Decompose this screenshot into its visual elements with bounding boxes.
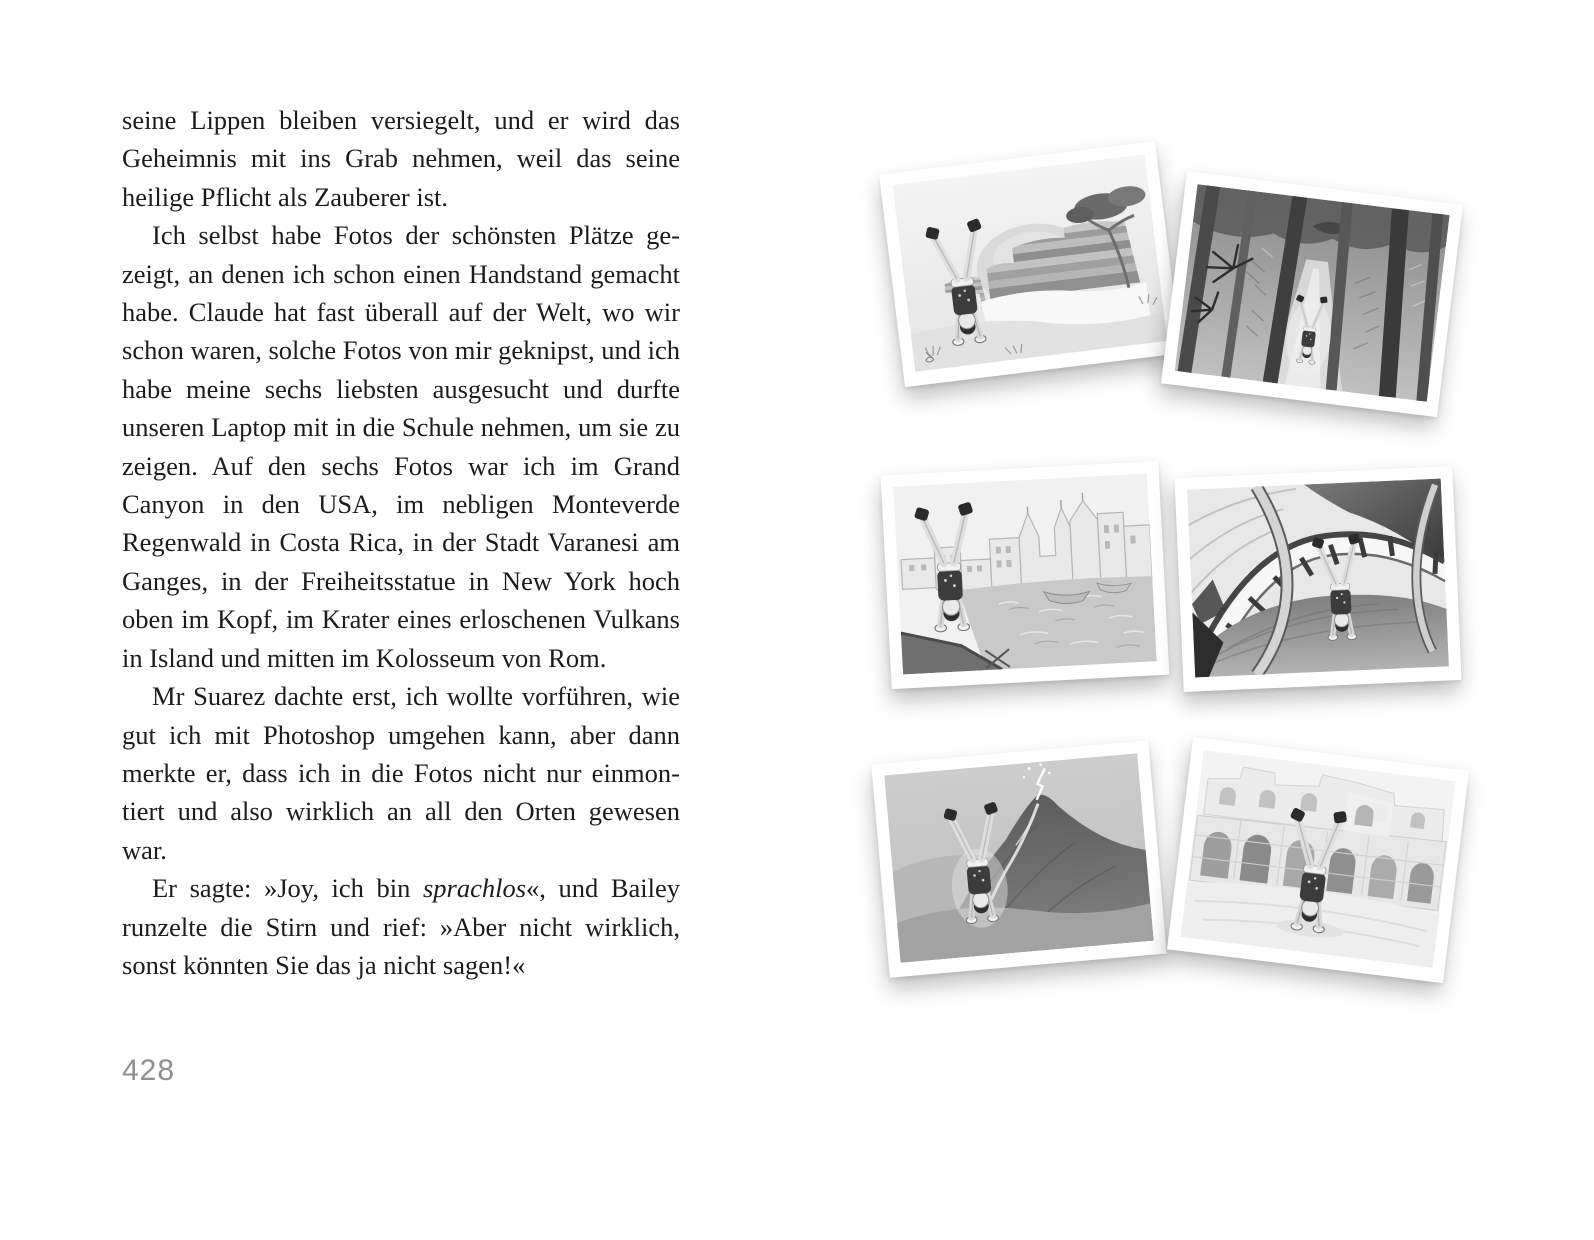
photo-grand-canyon <box>879 141 1181 387</box>
grand-canyon-illustration <box>892 154 1167 372</box>
photo-monteverde-rainforest <box>1161 171 1463 417</box>
emphasized-word: sprachlos <box>422 873 527 904</box>
photo-statue-of-liberty-crown <box>1174 466 1461 692</box>
photo-iceland-volcano <box>871 740 1167 977</box>
page-number: 428 <box>122 1054 176 1087</box>
varanasi-illustration <box>893 473 1156 674</box>
rainforest-illustration <box>1175 184 1450 402</box>
quote-text-after: «, und Bailey runzelte die Stirn und rief: »Aber nicht wirklich, sonst könnten Sie das ja nicht sagen!« <box>122 873 680 980</box>
paragraph-1: seine Lippen bleiben versiegelt, und er wird das Geheimnis mit ins Grab nehmen, weil das seine heilige Pflicht als Zauberer ist. <box>122 105 680 212</box>
paragraph-2: Ich selbst habe Fotos der schönsten Plätze gezeigt, an denen ich schon einen Handstand gemacht habe. Claude hat fast überall auf der Welt, wo wir schon waren, solche Fotos von mir geknipst, und ich habe meine sechs liebsten ausgesucht und durfte unseren Laptop mit in die Schule nehmen, um sie zu zeigen. Auf den sechs Fotos war ich im Grand Canyon in den USA, im nebligen Monteverde Regenwald in Costa Rica, in der Stadt Varanesi am Ganges, in der Freiheitsstatue in New York hoch oben im Kopf, im Krater eines erloschenen Vulkans in Island und mitten im Kolosseum von Rom. <box>122 220 680 673</box>
colosseum-illustration <box>1181 750 1456 968</box>
quote-text-before: Er sagte: »Joy, ich bin <box>152 873 423 904</box>
volcano-illustration <box>884 753 1153 962</box>
photo-varanasi-ganges <box>881 461 1170 689</box>
paragraph-3: Mr Suarez dachte erst, ich wollte vorführen, wie gut ich mit Photoshop umgehen kann, aber dann merkte er, dass ich in die Fotos nicht nur einmontiert und also wirklich an all den Orten gewesen war. <box>122 681 680 865</box>
liberty-crown-illustration <box>1187 479 1449 678</box>
photo-colosseum-rome <box>1167 737 1469 983</box>
